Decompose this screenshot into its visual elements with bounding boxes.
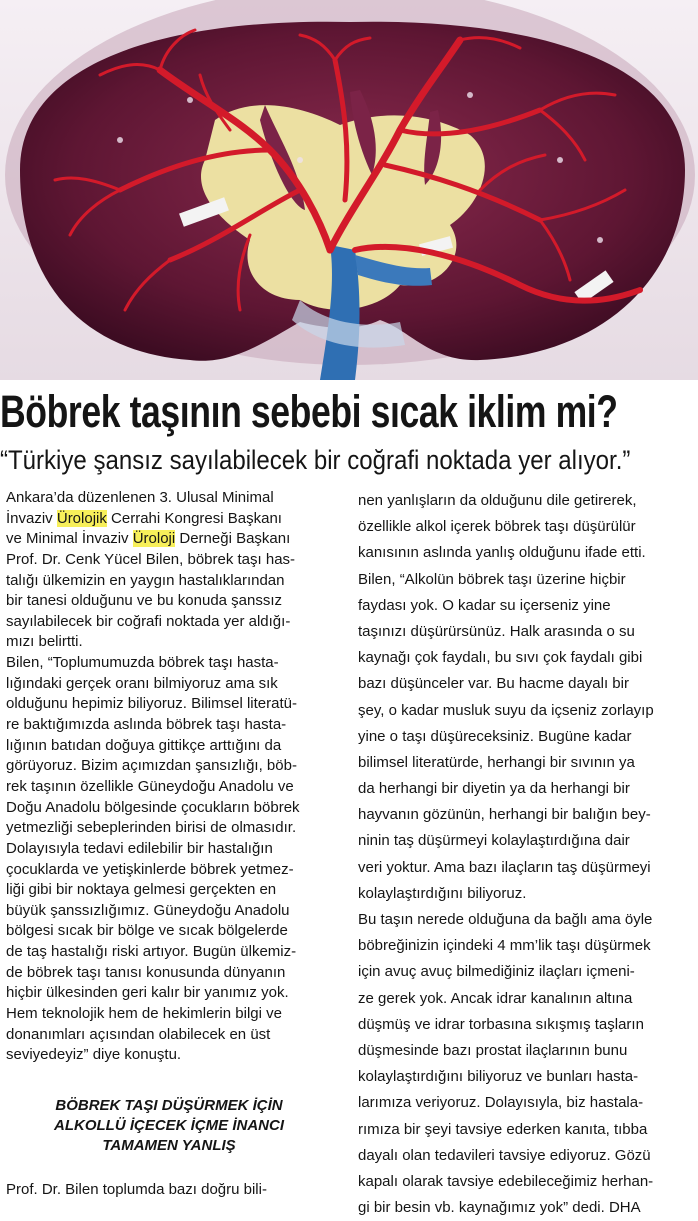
crosshead-line: ALKOLLÜ İÇECEK İÇME İNANCI — [54, 1117, 284, 1134]
highlighted-term: Ürolojik — [56, 509, 107, 527]
text-line: rımıza bir şeyi tavsiye ederken kanıta, tıbba — [358, 1120, 648, 1138]
article-column-right — [358, 488, 694, 1221]
text-line: re baktığımızda aslında böbrek taşı hasta- — [6, 716, 287, 734]
text-line: Bu taşın nerede olduğuna da bağlı ama öyle — [358, 911, 653, 928]
text-line — [6, 529, 332, 550]
text-line: de taş hastalığı riski artıyor. Bugün ülkemiz- — [6, 943, 297, 961]
text-line: görüyoruz. Bizim açımızdan şansızlığı, böb- — [6, 757, 297, 775]
text-line: olduğunu hepimiz biliyoruz. Bilimsel literatü- — [6, 695, 297, 713]
text-line: hayvanın gözünün, herhangi bir balığın bey- — [358, 806, 651, 824]
text-line: özellikle alkol içerek böbrek taşı düşürülür — [358, 518, 636, 536]
text-line: yine o taşı düşüreceksiniz. Bugüne kadar — [358, 727, 632, 745]
crosshead-line: BÖBREK TAŞI DÜŞÜRMEK İÇİN — [55, 1097, 283, 1114]
text-line: taşınızı düşürürsünüz. Halk arasında o su — [358, 622, 635, 640]
text-line: mızı belirtti. — [6, 633, 83, 651]
article-headline: Böbrek taşının sebebi sıcak iklim mi? — [0, 386, 618, 437]
text-fragment: ve Minimal İnvaziv — [6, 530, 133, 548]
text-line: kanısının aslında yanlış olduğunu ifade etti. — [358, 544, 646, 562]
text-line — [6, 509, 332, 530]
text-line: hiçbir ülkesinden geri kalır bir yanımız yok. — [6, 984, 289, 1002]
text-line: düşmüş ve idrar torbasına sıkışmış taşların — [358, 1015, 644, 1033]
text-line: liği gibi bir noktaya gelmesi gerçekten en — [6, 881, 277, 899]
text-line: için avuç avuç bilmediğiniz ilaçları içmeni- — [358, 963, 635, 981]
text-line: kaynağı çok faydalı, bu sıvı çok faydalı gibi — [358, 649, 643, 667]
text-line: Hem teknolojik hem de hekimlerin bilgi ve — [6, 1005, 282, 1023]
text-line: ze gerek yok. Ancak idrar kanalının altına — [358, 989, 633, 1007]
text-line: düşmesinde bazı prostat ilaçlarının bunu — [358, 1041, 628, 1059]
text-line: larımıza veriyoruz. Dolayısıyla, biz hastala- — [358, 1094, 644, 1112]
text-line: Prof. Dr. Cenk Yücel Bilen, böbrek taşı has- — [6, 550, 296, 568]
text-line: büyük şanssızlığımız. Güneydoğu Anadolu — [6, 901, 290, 919]
text-line: rek taşının özellikle Güneydoğu Anadolu ve — [6, 777, 294, 795]
text-line: veri yoktur. Ama bazı ilaçların taş düşürmeyi — [358, 858, 651, 876]
article-subheadline: “Türkiye şansız sayılabilecek bir coğrafi noktada yer alıyor.” — [0, 445, 631, 475]
article-column-left — [6, 488, 332, 1066]
text-line: Bilen, “Toplumumuzda böbrek taşı hasta- — [6, 654, 279, 672]
text-line: kapalı olarak tavsiye edebileceğimiz herhan- — [358, 1172, 654, 1190]
text-line: bilimsel literatürde, herhangi bir sıvının ya — [358, 753, 635, 771]
text-line: sayılabilecek bir coğrafi noktada yer aldığı- — [6, 612, 291, 630]
text-line: bölgesi sıcak bir bölge ve sıcak bölgelerde — [6, 922, 288, 940]
text-line: Bilen, “Alkolün böbrek taşı üzerine hiçbir — [358, 570, 626, 588]
article-column-left-tail: Prof. Dr. Bilen toplumda bazı doğru bili- — [6, 1181, 267, 1198]
crosshead-line: TAMAMEN YANLIŞ — [102, 1137, 236, 1154]
text-line: bir tanesi olduğunu ve bu konuda şanssız — [6, 592, 283, 610]
highlighted-term: Üroloji — [132, 530, 176, 548]
text-line: seviyedeyiz” diye konuştu. — [6, 1046, 182, 1064]
text-line: de böbrek taşı tanısı konusunda dünyanın — [6, 963, 286, 981]
text-line: talığı ülkemizin en yaygın hastalıklarından — [6, 571, 285, 589]
text-line: ninin taş düşürmeyi kolaylaştırdığına dair — [358, 832, 630, 850]
kidney-model-illustration — [0, 0, 698, 380]
text-line: kolaylaştırdığını biliyoruz ve bunları hasta- — [358, 1068, 639, 1086]
text-line: gi bir besin vb. kaynağımız yok” dedi. DHA — [358, 1199, 641, 1217]
text-line: faydası yok. O kadar su içerseniz yine — [358, 596, 611, 614]
text-line: böbreğinizin içindeki 4 mm’lik taşı düşürmek — [358, 937, 651, 955]
text-line: yetmezliği sebeplerinden birisi de olmasıdır. — [6, 819, 297, 837]
kidney-photo — [0, 0, 698, 380]
text-line: lığının batıdan doğuya gittikçe arttığını da — [6, 736, 282, 754]
text-line: lığındaki gerçek oranı bilmiyoruz ama sık — [6, 674, 278, 692]
text-fragment: İnvaziv — [6, 509, 57, 527]
text-fragment: Derneği Başkanı — [175, 530, 291, 548]
text-line: nen yanlışların da olduğunu dile getirerek, — [358, 492, 637, 509]
text-line: şey, o kadar musluk suyu da içseniz zorlayıp — [358, 701, 654, 719]
text-line: da herhangi bir diyetin ya da herhangi bir — [358, 780, 630, 798]
article-crosshead — [6, 1096, 332, 1156]
text-line: çocuklarda ve yetişkinlerde böbrek yetmez- — [6, 860, 294, 878]
text-line: kolaylaştırdığını biliyoruz. — [358, 884, 527, 902]
text-line: dayalı olan tedavileri tavsiye ediyoruz. Gözü — [358, 1146, 651, 1164]
text-line: bazı düşünceler var. Bu hacme dayalı bir — [358, 675, 629, 693]
text-line: Ankara’da düzenlenen 3. Ulusal Minimal — [6, 489, 274, 506]
text-line: donanımları açısından olabilecek en üst — [6, 1025, 271, 1043]
text-line: Dolayısıyla tedavi edilebilir bir hastalığın — [6, 839, 273, 857]
text-line: Doğu Anadolu bölgesinde çocukların böbrek — [6, 798, 300, 816]
text-fragment: Cerrahi Kongresi Başkanı — [106, 509, 282, 527]
